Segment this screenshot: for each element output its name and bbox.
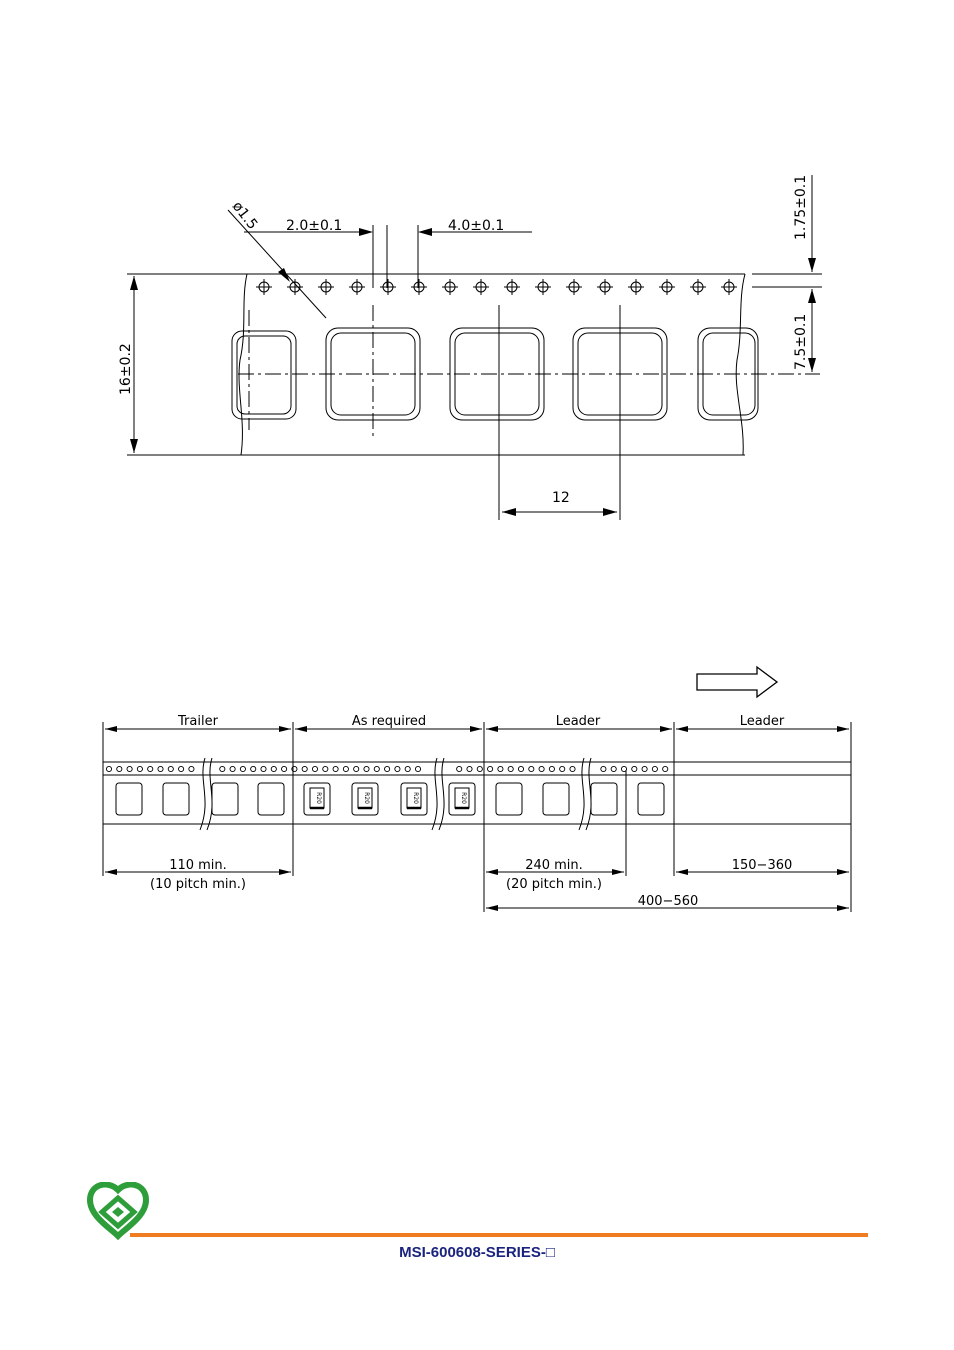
empty-pocket: [116, 783, 142, 815]
feed-direction-arrow: [697, 667, 777, 697]
sprocket-hole: [282, 766, 287, 771]
pocket-with-component: [304, 783, 330, 815]
sprocket-hole: [364, 766, 369, 771]
dim-hole-to-pocket: 2.0±0.1: [286, 218, 343, 234]
section-leader-empty: Leader: [739, 714, 785, 729]
sprocket-hole: [251, 766, 256, 771]
pocket-with-component: [401, 783, 427, 815]
sprocket-hole: [663, 766, 668, 771]
sprocket-hole: [230, 766, 235, 771]
sprocket-hole: [354, 766, 359, 771]
sprocket-hole: [415, 766, 420, 771]
dim-pocket-pitch: 12: [552, 490, 570, 506]
dim-leader-pitch: (20 pitch min.): [506, 877, 602, 892]
section-as-required: As required: [351, 714, 427, 729]
sprocket-hole: [158, 766, 163, 771]
empty-pocket: [496, 783, 522, 815]
component-marking: R20: [460, 792, 467, 804]
dim-hole-diameter: ø1.5: [228, 198, 261, 233]
sprocket-hole: [323, 766, 328, 771]
dim-tape-width: 16±0.2: [118, 343, 134, 395]
sprocket-hole: [189, 766, 194, 771]
sprocket-hole: [560, 766, 565, 771]
dim-hole-row-to-center: 7.5±0.1: [793, 313, 809, 370]
sprocket-hole: [498, 766, 503, 771]
sprocket-hole: [405, 766, 410, 771]
sprocket-hole: [179, 766, 184, 771]
sprocket-hole: [385, 766, 390, 771]
dim-leader-empty: 150−360: [731, 858, 793, 873]
dim-trailer-min: 110 min.: [169, 858, 227, 873]
empty-pocket: [163, 783, 189, 815]
sprocket-hole: [261, 766, 266, 771]
sprocket-hole: [457, 766, 462, 771]
sprocket-hole: [271, 766, 276, 771]
sprocket-hole: [518, 766, 523, 771]
sprocket-hole: [302, 766, 307, 771]
pocket-with-component: [449, 783, 475, 815]
sprocket-hole: [488, 766, 493, 771]
dim-trailer-pitch: (10 pitch min.): [150, 877, 246, 892]
empty-pocket: [212, 783, 238, 815]
sprocket-hole: [127, 766, 132, 771]
dim-leader-total: 400−560: [637, 894, 699, 909]
sprocket-hole: [467, 766, 472, 771]
sprocket-hole: [632, 766, 637, 771]
sprocket-hole: [343, 766, 348, 771]
sprocket-hole: [137, 766, 142, 771]
sprocket-hole: [642, 766, 647, 771]
sprocket-hole: [106, 766, 111, 771]
footer-rule: [130, 1233, 868, 1237]
dim-edge-to-hole: 1.75±0.1: [793, 174, 809, 240]
sprocket-hole: [168, 766, 173, 771]
sprocket-hole: [539, 766, 544, 771]
sprocket-hole: [333, 766, 338, 771]
pocket-with-component: [352, 783, 378, 815]
sprocket-hole: [117, 766, 122, 771]
sprocket-hole: [652, 766, 657, 771]
sprocket-hole: [148, 766, 153, 771]
sprocket-hole: [570, 766, 575, 771]
empty-pocket: [258, 783, 284, 815]
empty-pocket: [638, 783, 664, 815]
sprocket-hole: [240, 766, 245, 771]
section-trailer: Trailer: [178, 714, 218, 729]
sprocket-hole: [220, 766, 225, 771]
sprocket-hole: [601, 766, 606, 771]
component-marking: R20: [412, 792, 419, 804]
sprocket-hole: [374, 766, 379, 771]
sprocket-hole: [395, 766, 400, 771]
company-logo: [86, 1182, 150, 1240]
sprocket-hole: [529, 766, 534, 771]
dim-leader-min: 240 min.: [525, 858, 583, 873]
component-marking: R20: [315, 792, 322, 804]
sprocket-hole: [611, 766, 616, 771]
empty-pocket: [591, 783, 617, 815]
document-code: MSI-600608-SERIES-□: [399, 1244, 555, 1261]
component-marking: R20: [363, 792, 370, 804]
sprocket-hole: [312, 766, 317, 771]
dim-hole-pitch: 4.0±0.1: [448, 218, 505, 234]
sprocket-hole: [621, 766, 626, 771]
empty-pocket: [543, 783, 569, 815]
sprocket-hole: [549, 766, 554, 771]
section-leader: Leader: [555, 714, 601, 729]
sprocket-hole: [477, 766, 482, 771]
sprocket-hole: [508, 766, 513, 771]
